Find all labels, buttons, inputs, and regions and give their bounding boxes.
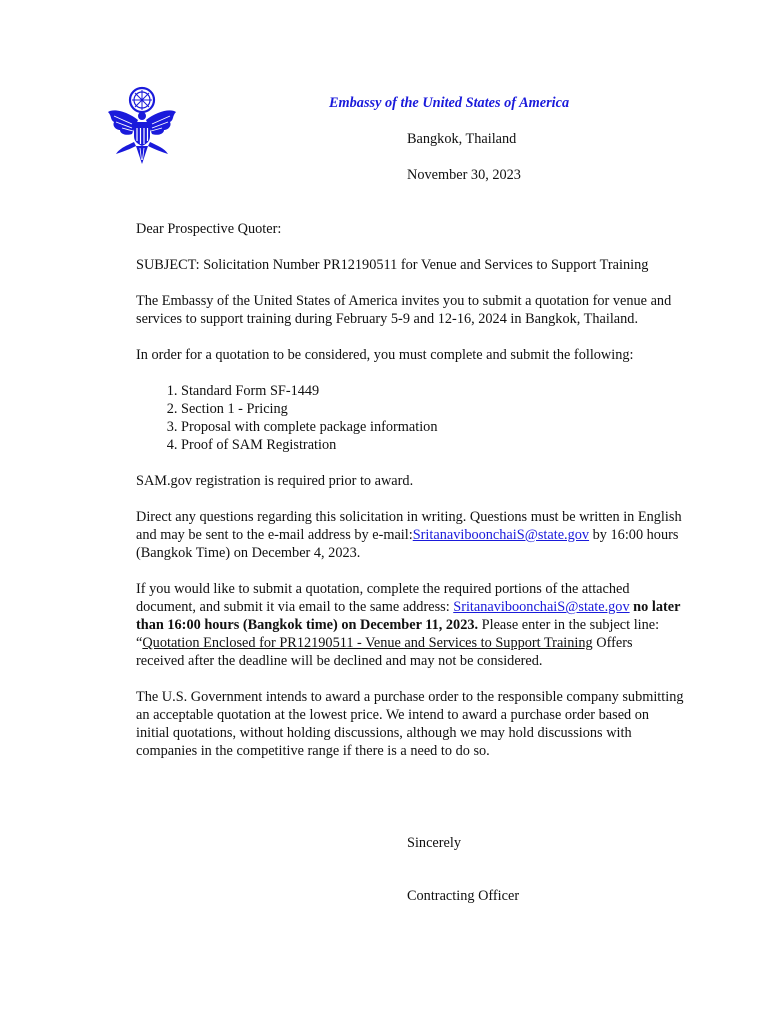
requirements-intro: In order for a quotation to be considered, you must complete and submit the following: bbox=[136, 347, 634, 363]
subject-line-instruction: Please enter in the subject line: “ bbox=[136, 617, 660, 651]
list-item: 2. Section 1 - Pricing bbox=[181, 400, 684, 418]
requirements-list bbox=[136, 382, 684, 454]
required-subject-line: Quotation Enclosed for PR12190511 - Venue and Services to Support Training bbox=[142, 635, 593, 651]
submission-text: If you would like to submit a quotation, complete the required portions of the attached document, and submit it via email to the same address: bbox=[136, 581, 630, 615]
award-paragraph: The U.S. Government intends to award a purchase order to the responsible company submitting an acceptable quotation at the lowest price. We intend to award a purchase order based on initial quotations, without holding discussions, although we may hold discussions with companies in the competitive range if there is a need to do so. bbox=[136, 689, 684, 759]
salutation: Dear Prospective Quoter: bbox=[136, 221, 282, 237]
questions-email-link[interactable]: SritanaviboonchaiS@state.gov bbox=[412, 527, 590, 543]
subject-line: SUBJECT: Solicitation Number PR12190511 for Venue and Services to Support Training bbox=[136, 257, 649, 273]
sam-note: SAM.gov registration is required prior to award. bbox=[136, 473, 414, 489]
questions-text: Direct any questions regarding this solicitation in writing. Questions must be written in English and may be sent to the e-mail address by e-mail: bbox=[136, 509, 682, 543]
closing: Sincerely bbox=[407, 835, 461, 851]
submission-deadline: no later than 16:00 hours (Bangkok time) on December 11, 2023. bbox=[136, 599, 681, 633]
submission-paragraph bbox=[136, 580, 684, 670]
late-offer-note: Offers received after the deadline will be declined and may not be considered. bbox=[136, 635, 633, 669]
embassy-name: Embassy of the United States of America bbox=[329, 95, 570, 111]
great-seal-icon bbox=[104, 86, 180, 168]
list-item: 3. Proposal with complete package information bbox=[181, 418, 684, 436]
questions-paragraph bbox=[136, 508, 684, 562]
submission-email-link[interactable]: SritanaviboonchaiS@state.gov bbox=[453, 599, 630, 615]
signature-title: Contracting Officer bbox=[407, 888, 520, 904]
list-item: 4. Proof of SAM Registration bbox=[181, 436, 684, 454]
list-item: 1. Standard Form SF-1449 bbox=[181, 382, 684, 400]
invitation-paragraph: The Embassy of the United States of America invites you to submit a quotation for venue and services to support training during February 5-9 and 12-16, 2024 in Bangkok, Thailand. bbox=[136, 293, 672, 327]
questions-deadline-text: by 16:00 hours (Bangkok Time) on December 4, 2023. bbox=[136, 527, 679, 561]
letter-body bbox=[136, 220, 684, 778]
embassy-location: Bangkok, Thailand bbox=[407, 131, 517, 147]
letter-date: November 30, 2023 bbox=[407, 167, 521, 183]
